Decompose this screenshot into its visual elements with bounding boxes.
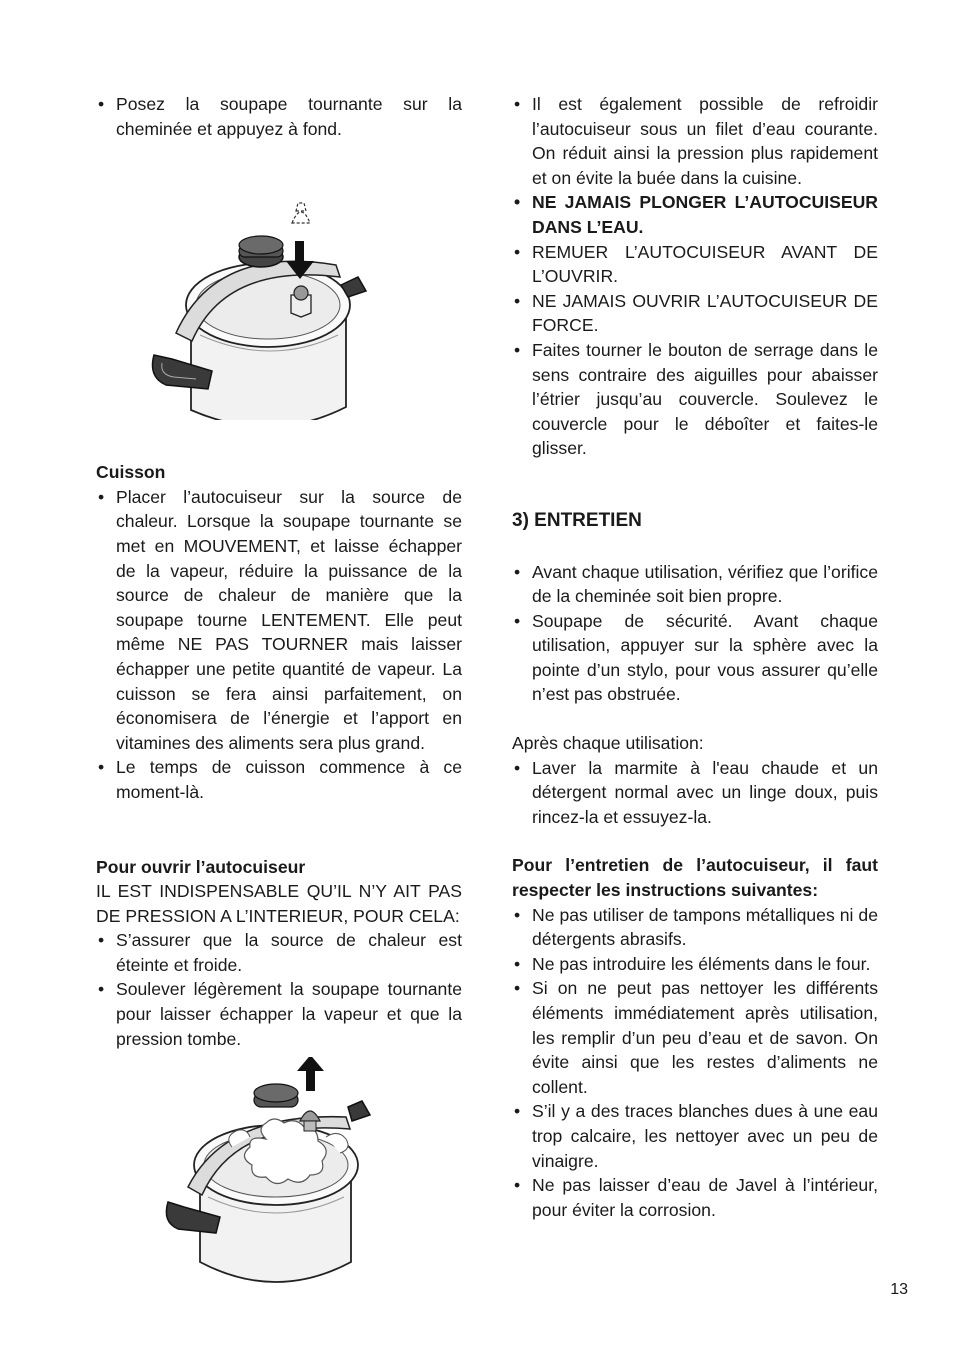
left-column xyxy=(96,92,462,1293)
ouvrir-bullet-list xyxy=(96,928,462,1051)
right-column xyxy=(512,92,878,1222)
list-item: • Ne pas laisser d’eau de Javel à l’intérieur, pour éviter la corrosion. xyxy=(512,1173,878,1222)
list-item: • Le temps de cuisson commence à ce moment-là. xyxy=(96,755,462,804)
cuisson-bullet-list xyxy=(96,485,462,805)
list-item: • Soupape de sécurité. Avant chaque utilisation, appuyer sur la sphère avec la pointe d’un stylo, pour vous assurer qu’elle n’est pas obstruée. xyxy=(512,609,878,707)
pressure-cooker-releasing-steam-illustration xyxy=(96,1057,462,1293)
list-item: • Faites tourner le bouton de serrage dans le sens contraire des aiguilles pour abaisser l’étrier jusqu’au couvercle. Soulevez le couvercle pour le déboîter et faites-le glisser. xyxy=(512,338,878,461)
list-item: • S’assurer que la source de chaleur est éteinte et froide. xyxy=(96,928,462,977)
ouvrir-text: IL EST INDISPENSABLE QU’IL N’Y AIT PAS DE PRESSION A L’INTERIEUR, POUR CELA: xyxy=(96,881,462,926)
list-item: • Soulever légèrement la soupape tournante pour laisser échapper la vapeur et que la pression tombe. xyxy=(96,977,462,1051)
list-item: • Laver la marmite à l'eau chaude et un détergent normal avec un linge doux, puis rincez-la et essuyez-la. xyxy=(512,756,878,830)
list-item: • Avant chaque utilisation, vérifiez que l’orifice de la cheminée soit bien propre. xyxy=(512,560,878,609)
list-item: • Ne pas introduire les éléments dans le four. xyxy=(512,952,878,977)
entretien-bullet-list xyxy=(512,560,878,708)
section-heading: 3) ENTRETIEN xyxy=(512,509,642,531)
list-item: • Il est également possible de refroidir l’autocuiseur sous un filet d’eau courante. On réduit ainsi la pression plus rapidement et on évite la buée dans la cuisine. xyxy=(512,92,878,190)
instructions-bullet-list xyxy=(512,903,878,1223)
instructions-title: Pour l’entretien de l’autocuiseur, il faut respecter les instructions suivantes: xyxy=(512,855,878,901)
list-item: • Placer l’autocuiseur sur la source de chaleur. Lorsque la soupape tournante se met en MOUVEMENT, et laisse échapper de la vapeur, réduire la puissance de la source de chaleur de manière que la soupape tourne LENTEMENT. Elle peut même NE PAS TOURNER mais laisser échapper une petite quantité de vapeur. La cuisson se fera ainsi parfaitement, on économisera de l’énergie et l’apport en vitamines des aliments sera plus grand. xyxy=(96,485,462,756)
intro-bullet-list xyxy=(96,92,462,141)
list-item: • Si on ne peut pas nettoyer les différents éléments immédiatement après utilisation, les remplir d’un peu d’eau et de savon. On évite ainsi que les restes d’aliments ne collent. xyxy=(512,976,878,1099)
apres-bullet-list xyxy=(512,756,878,830)
ouvrir-title: Pour ouvrir l’autocuiseur xyxy=(96,856,306,877)
list-item: • NE JAMAIS OUVRIR L’AUTOCUISEUR DE FORCE. xyxy=(512,289,878,338)
apres-label: Après chaque utilisation: xyxy=(512,733,704,754)
page-number: 13 xyxy=(890,1281,908,1298)
cuisson-title: Cuisson xyxy=(96,462,166,483)
list-item: • Ne pas utiliser de tampons métalliques ni de détergents abrasifs. xyxy=(512,903,878,952)
warning-item: • NE JAMAIS PLONGER L’AUTOCUISEUR DANS L’EAU. xyxy=(512,190,878,239)
top-bullet-list xyxy=(512,92,878,461)
pressure-cooker-closing-illustration xyxy=(96,145,462,420)
list-item: • REMUER L’AUTOCUISEUR AVANT DE L’OUVRIR. xyxy=(512,240,878,289)
list-item: • Posez la soupape tournante sur la cheminée et appuyez à fond. xyxy=(96,92,462,141)
list-item: • S’il y a des traces blanches dues à une eau trop calcaire, les nettoyer avec un peu de vinaigre. xyxy=(512,1099,878,1173)
